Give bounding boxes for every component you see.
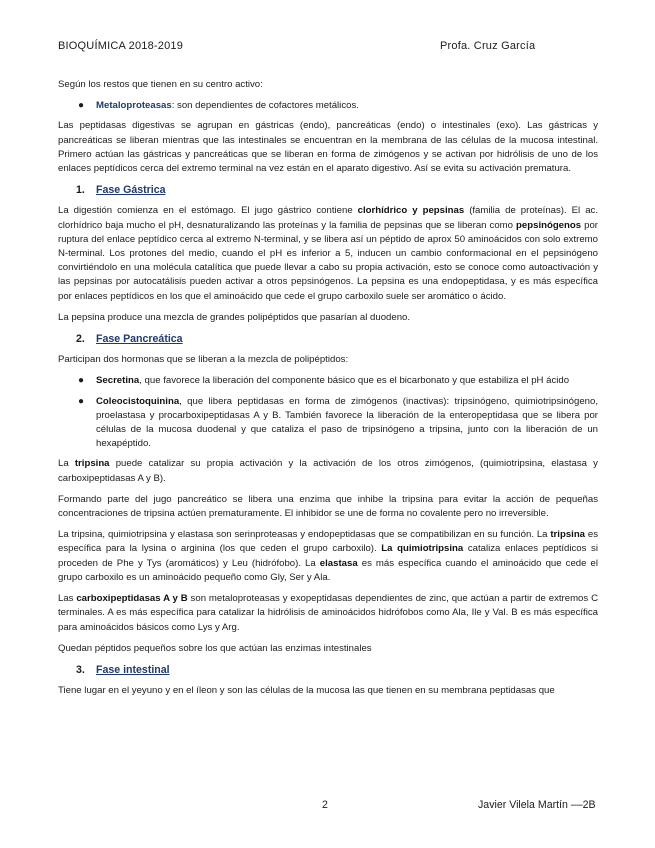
paragraph-inhibidor: Formando parte del jugo pancreático se libera una enzima que inhibe la tripsina para evitar la acción de pequeñas concentraciones de tripsina actúen prematuramente. El inhibidor se une de forma no covalente pero no irreversible.	[58, 493, 598, 520]
section-number: 2.	[76, 333, 85, 346]
text-run: Las	[58, 593, 77, 605]
section-title: Fase Gástrica	[96, 184, 166, 197]
paragraph-gastrica-2: La pepsina produce una mezcla de grandes polipéptidos que pasarían al duodeno.	[58, 311, 411, 323]
bold-tripsina: tripsina	[550, 529, 586, 541]
paragraph-digestivas: Las peptidasas digestivas se agrupan en gástricas (endo), pancreáticas (endo) o intestinales (exo). Las gástricas y pancreáticas se liberan mientras que las intestinales se encuentran en la membrana de las células de la mucosa intestinal. Primero actúan las gástricas y pancreáticas que se liberan en forma de zimógenos y se activan por hidrólisis de uno de los enlaces peptídicos cerca del extremo terminal na vez están en el aparato digestivo. Así se evita su activación prematura.	[58, 120, 598, 175]
text-run: La digestión comienza en el estómago. El jugo gástrico contiene	[58, 205, 358, 217]
section-heading-pancreatica	[76, 332, 598, 346]
bullet-dot-icon: ●	[78, 395, 85, 407]
bold-quimiotripsina: La quimiotripsina	[381, 543, 464, 555]
text-run: La tripsina, quimiotripsina y elastasa son serinproteasas y endopeptidasas que se compatibilizan en su función. La	[58, 529, 551, 541]
bold-elastasa: elastasa	[319, 557, 358, 569]
term-secretina: Secretina	[96, 375, 140, 387]
intro-text: Según los restos que tienen en su centro activo:	[58, 79, 263, 90]
text-run: cataliza enlaces peptídicos si proceden de Phe y Tys (aromáticos) y Leu (hidrófobo). La	[58, 543, 598, 569]
section-number: 3.	[76, 663, 85, 676]
section-number: 1.	[76, 184, 85, 197]
bullet-dot-icon: ●	[78, 100, 85, 112]
paragraph-serinproteasas	[58, 528, 598, 585]
paragraph-gastrica-1	[58, 204, 598, 303]
paragraph-carboxipeptidasas	[58, 592, 598, 635]
text-secretina: , que favorece la liberación del componente básico que es el bicarbonato y que estabiliza el pH ácido	[139, 375, 570, 387]
paragraph-intestinal: Tiene lugar en el yeyuno y en el íleon y son las células de la mucosa las que tienen en su membrana peptidasas que	[58, 685, 555, 697]
section-title: Fase intestinal	[96, 663, 170, 676]
section-heading-gastrica	[76, 183, 598, 197]
text-metaloproteasas: : son dependientes de cofactores metálicos.	[171, 100, 359, 112]
paragraph-tripsina	[58, 457, 598, 485]
text-run: son metaloproteasas y exopeptidasas dependientes de zinc, que actúan a partir de extremos C terminales. A es más específica para catalizar la hidrólisis de aminoácidos hidrófobos como Ala, Ile y Val. B es más específica para aminoácidos básicos como Lys y Arg.	[58, 593, 598, 633]
term-coleocistoquinina: Coleocistoquinina	[96, 395, 180, 407]
text-run: (familia de proteínas). El ac. clorhídrico baja mucho el pH, desnaturalizando las proteínas y la familia de pepsinas que se liberan como	[58, 205, 598, 231]
page-number: 2	[322, 799, 328, 811]
paragraph-quedan: Quedan péptidos pequeños sobre los que actúan las enzimas intestinales	[58, 642, 372, 654]
header-course: BIOQUÍMICA 2018-2019	[58, 40, 184, 52]
text-coleocistoquinina: , que libera peptidasas en forma de zimógenos (inactivas): tripsinógeno, quimiotripsinógeno, proelastasa y procarboxipeptidasas A y B. También favorece la liberación de la enteropeptidasa que se libera por células de la mucosa duodenal y que cataliza el paso de tripsinógeno a tripsina, junto con la liberación de un hexapéptido.	[96, 395, 598, 450]
bold-carboxipeptidasas: carboxipeptidasas A y B	[76, 593, 188, 605]
section-heading-intestinal	[76, 663, 598, 677]
text-run: por ruptura del enlace peptídico cerca al extremo N-terminal, y se libera así un péptido de aprox 50 aminoácidos con solo extremo N-terminal. Los protones del medio, cuando el pH es inferior a 5, inducen un cambio conformacional en el pepsinógeno convirtiéndolo en una molécula catalítica que puede llevar a cabo su propia activación, esto se conoce como autoactivación y las pepsinas por autocatálisis pueden activar a otros pepsinógenos. La pepsina es una endopeptidasa, y es más específica por enlaces peptídicos en los que el aminoácido que cede el grupo carboxilo suele ser aromático o ácido.	[58, 219, 598, 302]
bullet-secretina	[58, 374, 598, 388]
document-body	[58, 78, 598, 705]
section-title: Fase Pancreática	[96, 333, 183, 346]
bullet-coleocistoquinina	[58, 395, 598, 452]
text-run: es más específica cuando el aminoácido que cede el grupo carboxilo es un aminoácido pequeño como Gly, Ser y Ala.	[58, 557, 598, 583]
text-run: puede catalizar su propia activación y la activación de los otros zimógenos, (quimiotripsina, elastasa y carboxipeptidasas A y B).	[58, 458, 598, 484]
paragraph-pancreatica-intro: Participan dos hormonas que se liberan a la mezcla de polipéptidos:	[58, 354, 349, 366]
text-run: La	[58, 458, 75, 470]
footer-author: Javier Vilela Martín ––2B	[478, 799, 596, 811]
bullet-metaloproteasas	[58, 99, 598, 113]
bold-pepsinogenos: pepsinógenos	[516, 219, 582, 231]
text-run: es específica para la lysina o arginina (los que ceden el grupo carboxilo).	[58, 529, 598, 555]
bold-tripsina: tripsina	[74, 458, 110, 470]
bold-clorhidrico: clorhídrico y pepsinas	[357, 205, 465, 217]
header-professor: Profa. Cruz García	[440, 40, 536, 52]
bullet-dot-icon: ●	[78, 375, 85, 387]
term-metaloproteasas: Metaloproteasas	[96, 100, 172, 112]
